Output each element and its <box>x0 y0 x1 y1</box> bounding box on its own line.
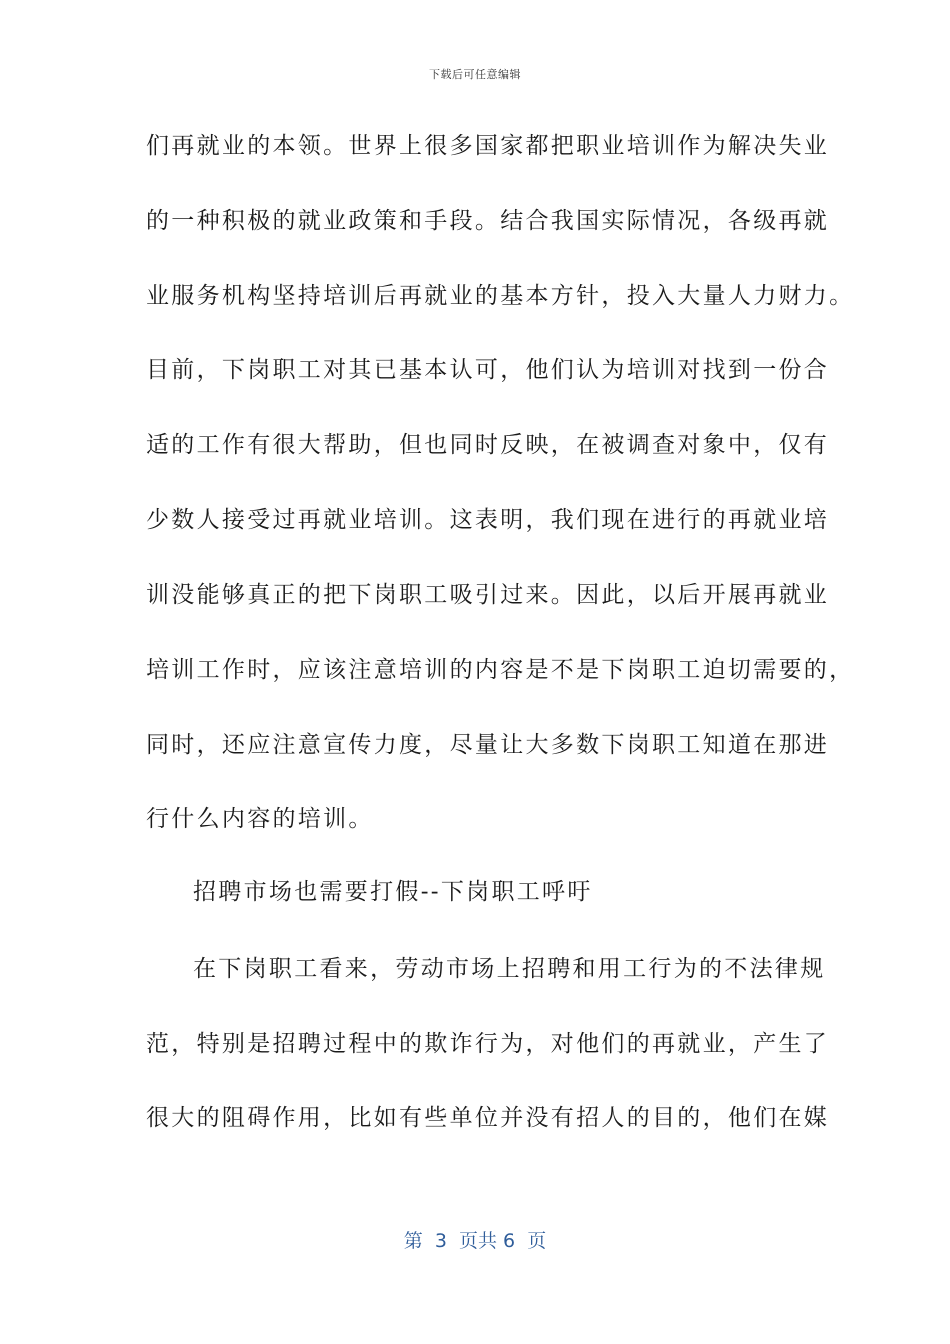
paragraph-line: 行什么内容的培训。 <box>146 806 374 832</box>
download-note: 下载后可任意编辑 <box>429 68 521 81</box>
paragraph-line: 在下岗职工看来，劳动市场上招聘和用工行为的不法律规 <box>193 956 826 982</box>
paragraph-line: 业服务机构坚持培训后再就业的基本方针，投入大量人力财力。 <box>146 283 855 309</box>
paragraph-line: 范，特别是招聘过程中的欺诈行为，对他们的再就业，产生了 <box>146 1031 830 1057</box>
paragraph-line: 很大的阻碍作用，比如有些单位并没有招人的目的，他们在媒 <box>146 1105 830 1131</box>
page-number: 第 3 页共 6 页 <box>403 1230 547 1252</box>
paragraph-line: 少数人接受过再就业培训。这表明，我们现在进行的再就业培 <box>146 507 830 533</box>
section-heading: 招聘市场也需要打假--下岗职工呼吁 <box>193 879 593 905</box>
paragraph-line: 同时，还应注意宣传力度，尽量让大多数下岗职工知道在那进 <box>146 732 830 758</box>
paragraph-line: 的一种积极的就业政策和手段。结合我国实际情况，各级再就 <box>146 208 830 234</box>
paragraph-line: 目前，下岗职工对其已基本认可，他们认为培训对找到一份合 <box>146 357 830 383</box>
paragraph-line: 们再就业的本领。世界上很多国家都把职业培训作为解决失业 <box>146 133 830 159</box>
paragraph-line: 训没能够真正的把下岗职工吸引过来。因此，以后开展再就业 <box>146 582 830 608</box>
paragraph-line: 培训工作时，应该注意培训的内容是不是下岗职工迫切需要的， <box>146 657 855 683</box>
paragraph-line: 适的工作有很大帮助，但也同时反映，在被调查对象中，仅有 <box>146 432 830 458</box>
